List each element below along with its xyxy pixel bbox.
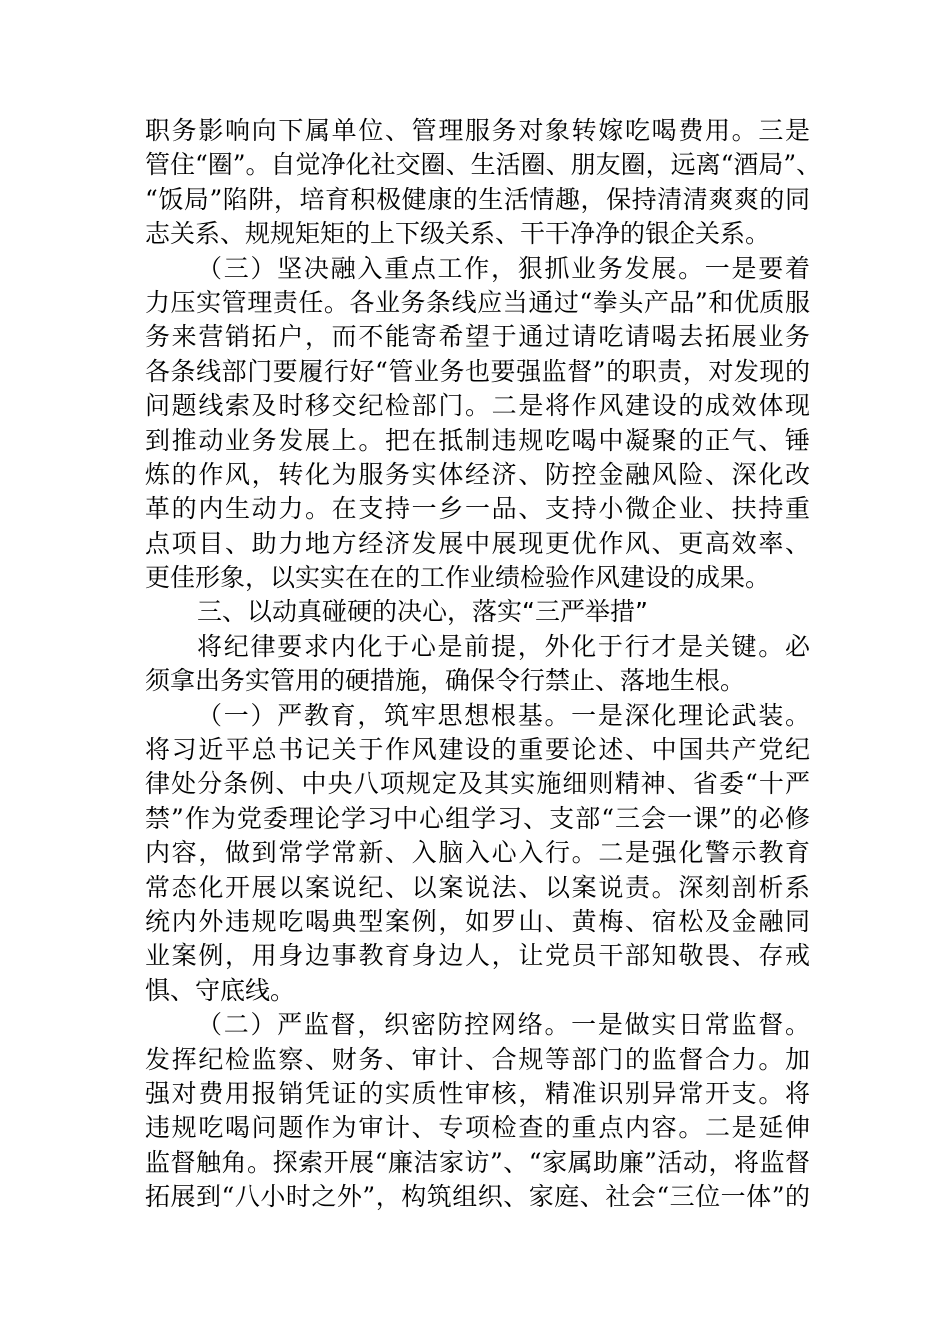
text-line: 将纪律要求内化于心是前提，外化于行才是关键。必 [197, 631, 810, 661]
text-line: 管住“圈”。自觉净化社交圈、生活圈、朋友圈，远离“酒局”、 [145, 150, 822, 180]
text-line: 发挥纪检监察、财务、审计、合规等部门的监督合力。加 [145, 1044, 810, 1074]
text-line: 点项目、助力地方经济发展中展现更优作风、更高效率、 [145, 528, 810, 558]
text-line: 监督触角。探索开展“廉洁家访”、“家属助廉”活动，将监督 [145, 1147, 810, 1177]
text-line: （二）严监督，织密防控网络。一是做实日常监督。 [197, 1010, 810, 1040]
text-line: 违规吃喝问题作为审计、专项检查的重点内容。二是延伸 [145, 1113, 810, 1143]
text-line: 各条线部门要履行好“管业务也要强监督”的职责，对发现的 [145, 356, 810, 386]
section-heading: 三、以动真碰硬的决心，落实“三严举措” [197, 597, 648, 627]
document-body [145, 114, 822, 1215]
text-line: 将习近平总书记关于作风建设的重要论述、中国共产党纪 [145, 735, 810, 765]
text-line: 律处分条例、中央八项规定及其实施细则精神、省委“十严 [145, 769, 810, 799]
text-line: 更佳形象，以实实在在的工作业绩检验作风建设的成果。 [145, 563, 771, 593]
text-line: （一）严教育，筑牢思想根基。一是深化理论武装。 [197, 700, 810, 730]
text-line: “饭局”陷阱，培育积极健康的生活情趣，保持清清爽爽的同 [145, 184, 810, 214]
text-line: 职务影响向下属单位、管理服务对象转嫁吃喝费用。三是 [145, 116, 810, 145]
text-line: 问题线索及时移交纪检部门。二是将作风建设的成效体现 [145, 391, 810, 421]
text-line: 炼的作风，转化为服务实体经济、防控金融风险、深化改 [145, 459, 810, 489]
text-line: 内容，做到常学常新、入脑入心入行。二是强化警示教育 [145, 838, 810, 868]
text-line: 务来营销拓户，而不能寄希望于通过请吃请喝去拓展业务 [145, 322, 810, 352]
text-line: 拓展到“八小时之外”，构筑组织、家庭、社会“三位一体”的 [145, 1182, 810, 1212]
text-line: 惧、守底线。 [145, 975, 296, 1005]
text-line: 志关系、规规矩矩的上下级关系、干干净净的银企关系。 [145, 219, 771, 249]
text-line: 革的内生动力。在支持一乡一品、支持小微企业、扶持重 [145, 494, 810, 524]
text-line: 禁”作为党委理论学习中心组学习、支部“三会一课”的必修 [145, 803, 810, 833]
text-line: 常态化开展以案说纪、以案说法、以案说责。深刻剖析系 [145, 872, 810, 902]
text-line: 业案例，用身边事教育身边人，让党员干部知敬畏、存戒 [145, 941, 810, 971]
text-line: 到推动业务发展上。把在抵制违规吃喝中凝聚的正气、锤 [145, 425, 810, 455]
text-line: 须拿出务实管用的硬措施，确保令行禁止、落地生根。 [145, 666, 746, 696]
text-line: （三）坚决融入重点工作，狠抓业务发展。一是要着 [197, 253, 810, 283]
text-line: 统内外违规吃喝典型案例，如罗山、黄梅、宿松及金融同 [145, 906, 810, 936]
text-line: 强对费用报销凭证的实质性审核，精准识别异常开支。将 [145, 1078, 810, 1108]
text-line: 力压实管理责任。各业务条线应当通过“拳头产品”和优质服 [145, 287, 810, 317]
